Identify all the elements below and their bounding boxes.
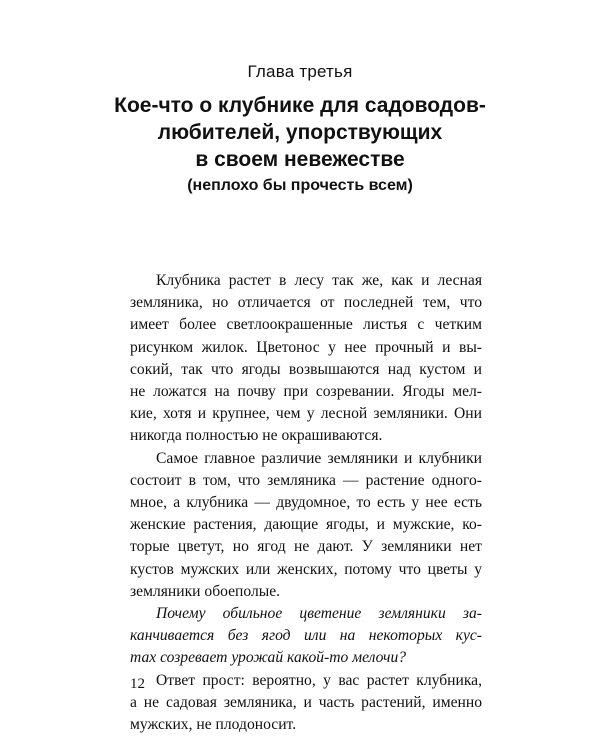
text-line: Самое главное различие земляники и клубники [156,449,482,467]
chapter-label: Глава третья [247,62,353,81]
text-line: никогда полностью не окрашиваются. [130,427,383,445]
text-line: а не садовая земляника, и часть растений, именно [130,693,482,711]
chapter-title [0,92,600,198]
title-line: любителей, упорствующих [157,121,443,144]
text-line: кустов мужских или женских, потому что цветы у [130,560,482,578]
text-line: имеет более светлоокрашенные листья с четким [130,316,482,334]
text-line: состоит в том, что земляника — растение одного- [130,471,482,489]
text-line: рисунком жилок. Цветонос у нее прочный и вы- [130,338,482,356]
text-line: земляники обоеполые. [130,582,281,600]
text-line: сокий, так что ягоды возвышаются над кустом и [130,360,482,378]
text-line: женские растения, дающие ягоды, и мужские, ко- [130,516,482,534]
text-line: Ответ прост: вероятно, у вас растет клубника, [156,671,482,689]
page-number: 12 [130,676,145,692]
text-line: Клубника растет в лесу так же, как и лесная [156,272,482,289]
text-line: мужских, не плодоносит. [130,716,297,734]
text-line: земляника, но отличается от последней тем, что [130,294,482,312]
text-line: кие, хотя и крупнее, чем у лесной земляники. Они [130,405,482,423]
text-line: не ложатся на почву при созревании. Ягоды мел- [130,383,482,401]
text-line: тах созревает урожай какой-то мелочи? [130,649,407,667]
title-line: в своем невежестве [195,148,405,171]
chapter-subtitle: (неплохо бы прочесть всем) [187,177,413,194]
body-text [130,270,482,736]
paragraph [130,270,482,448]
text-line: мное, а клубника — двудомное, то есть у нее есть [130,494,482,512]
text-line: торые цветут, но ягод не дают. У земляники нет [130,538,482,556]
paragraph [130,448,482,603]
text-line: канчивается без ягод или на некоторых кус- [130,627,482,645]
paragraph [130,670,482,737]
text-line: Почему обильное цветение земляники за- [156,605,482,623]
title-line: Кое-что о клубнике для садоводов- [114,94,486,117]
paragraph-question [130,603,482,670]
